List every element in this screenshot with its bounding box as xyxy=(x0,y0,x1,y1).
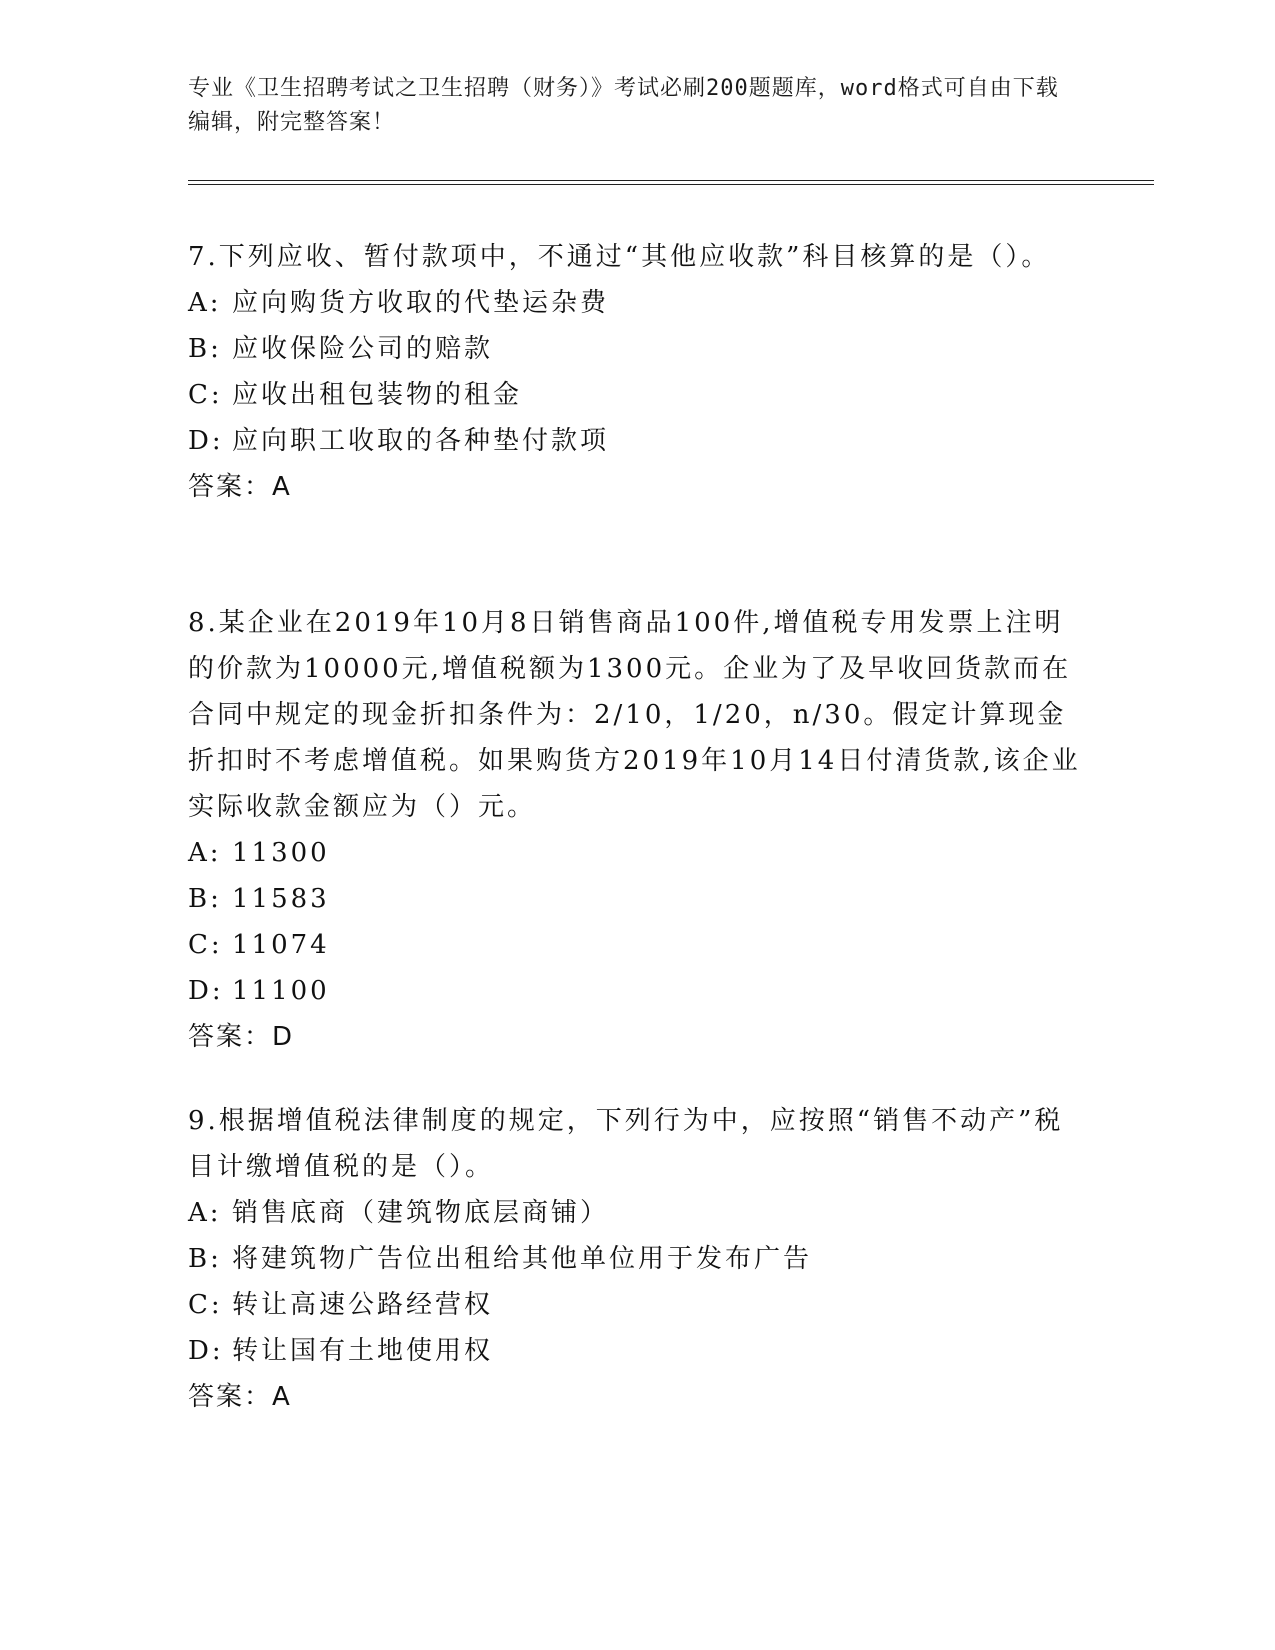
option-key: B: xyxy=(188,334,222,364)
option-text: 转让高速公路经营权 xyxy=(232,1290,494,1320)
option-key: A: xyxy=(188,838,222,868)
question-stem: 8.某企业在2019年10月8日销售商品100件,增值税专用发票上注明的价款为10000元,增值税额为1300元。企业为了及早收回货款而在合同中规定的现金折扣条件为：2/10，1/20，n/30。假定计算现金折扣时不考虑增值税。如果购货方2019年10月14日付清货款,该企业实际收款金额应为（）元。 xyxy=(188,608,1081,822)
option-key: D: xyxy=(188,976,224,1006)
header-divider-top xyxy=(188,180,1154,181)
answer: 答案：A xyxy=(188,472,292,502)
answer: 答案：D xyxy=(188,1022,295,1052)
option-key: A: xyxy=(188,1198,222,1228)
header-divider-bottom xyxy=(188,184,1154,185)
option-a xyxy=(188,1190,1088,1236)
option-text: 11100 xyxy=(232,976,330,1006)
option-key: B: xyxy=(188,884,222,914)
option-text: 销售底商（建筑物底层商铺） xyxy=(232,1198,610,1228)
option-text: 将建筑物广告位出租给其他单位用于发布广告 xyxy=(232,1244,813,1274)
option-text: 应向职工收取的各种垫付款项 xyxy=(232,426,610,456)
question-8 xyxy=(188,600,1088,1060)
option-text: 应收保险公司的赔款 xyxy=(232,334,494,364)
document-header: 专业《卫生招聘考试之卫生招聘（财务）》考试必刷200题题库，word格式可自由下载编辑，附完整答案！ xyxy=(188,76,1059,135)
option-key: C: xyxy=(188,380,223,410)
option-b xyxy=(188,1236,1088,1282)
option-a xyxy=(188,830,1088,876)
option-d xyxy=(188,968,1088,1014)
option-d xyxy=(188,418,1088,464)
option-key: B: xyxy=(188,1244,222,1274)
option-text: 11583 xyxy=(232,884,330,914)
option-text: 11300 xyxy=(232,838,330,868)
option-a xyxy=(188,280,1088,326)
option-c xyxy=(188,1282,1088,1328)
option-text: 转让国有土地使用权 xyxy=(232,1336,494,1366)
option-text: 应向购货方收取的代垫运杂费 xyxy=(232,288,610,318)
option-text: 11074 xyxy=(232,930,330,960)
option-d xyxy=(188,1328,1088,1374)
answer: 答案：A xyxy=(188,1382,292,1412)
option-c xyxy=(188,922,1088,968)
option-b xyxy=(188,876,1088,922)
option-key: D: xyxy=(188,1336,224,1366)
option-c xyxy=(188,372,1088,418)
question-stem: 9.根据增值税法律制度的规定，下列行为中，应按照“销售不动产”税目计缴增值税的是（）。 xyxy=(188,1106,1064,1182)
question-9 xyxy=(188,1098,1088,1420)
option-text: 应收出租包装物的租金 xyxy=(232,380,523,410)
option-key: D: xyxy=(188,426,224,456)
option-key: C: xyxy=(188,930,223,960)
question-stem: 7.下列应收、暂付款项中，不通过“其他应收款”科目核算的是（）。 xyxy=(188,242,1051,272)
option-b xyxy=(188,326,1088,372)
option-key: C: xyxy=(188,1290,223,1320)
question-7 xyxy=(188,234,1088,510)
option-key: A: xyxy=(188,288,222,318)
